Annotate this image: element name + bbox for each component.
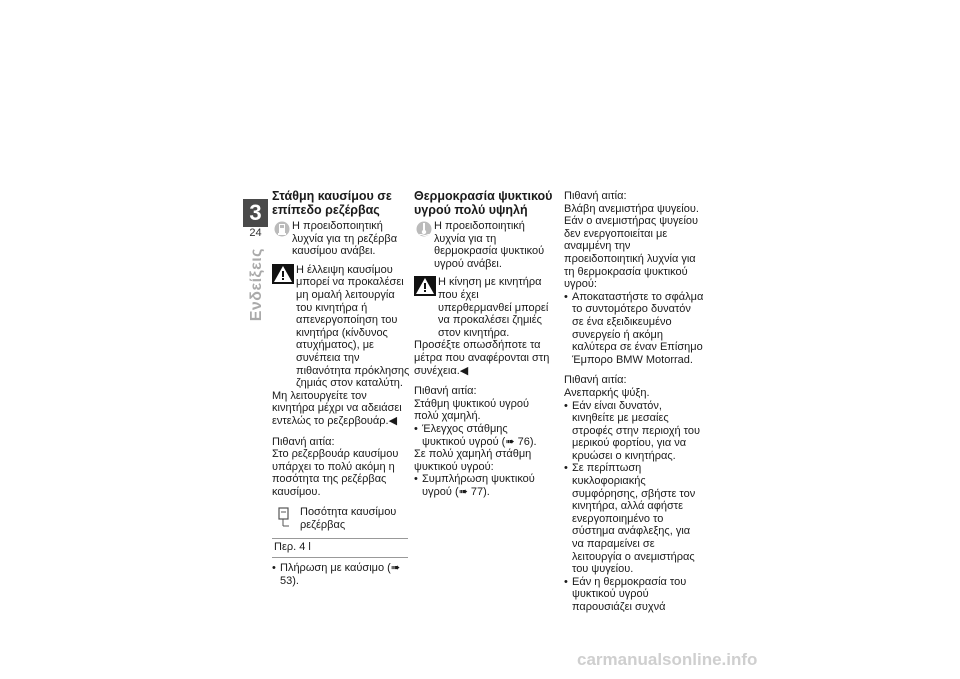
bullet-repair: • Αποκαταστήστε το σφάλμα το συντομότερο δυνατόν σε ένα εξειδικευμένο συνεργείο ή ακόμη καλύτερα σε έναν Επίσημο Έμπορο BMW Motorrad. xyxy=(564,291,704,367)
indicator-text: Η προειδοποιητική λυχνία για τη ρεζέρβα καυσίμου ανάβει. xyxy=(292,220,398,258)
bullet-frequent-temp: • Εάν η θερμοκρασία του ψυκτικού υγρού παρουσιάζει συχνά xyxy=(564,576,704,614)
coolant-temp-lamp-icon xyxy=(415,220,433,240)
column-fuel-reserve xyxy=(272,190,412,587)
bullet-check-coolant: • Έλεγχος στάθμης ψυκτικού υγρού (➠ 76). xyxy=(414,423,554,448)
cause-label: Πιθανή αιτία: xyxy=(272,435,335,448)
spec-value: Περ. 4 l xyxy=(274,541,311,554)
cause1-detail: Εάν ο ανεμιστήρας ψυγείου δεν ενεργοποιείται με αναμμένη την προειδοποιητική λυχνία για τη θερμοκρασία ψυκτικού υγρού: xyxy=(564,215,699,291)
warning-block xyxy=(414,276,554,339)
advice-text: Μη λειτουργείτε τον κινητήρα μέχρι να αδειάσει εντελώς το ρεζερβουάρ.◀ xyxy=(272,389,402,427)
indicator-block xyxy=(272,220,412,258)
section-heading-coolant-temp: Θερμοκρασία ψυκτικού υγρού πολύ υψηλή xyxy=(414,189,553,217)
mid-text: Σε πολύ χαμηλή στάθμη ψυκτικού υγρού: xyxy=(414,448,532,473)
cause-text: Στάθμη ψυκτικού υγρού πολύ χαμηλή. xyxy=(414,397,530,423)
column-coolant-temp xyxy=(414,190,554,498)
spec-label: Ποσότητα καυσίμου ρεζέρβας xyxy=(300,506,397,532)
cause-label: Πιθανή αιτία: xyxy=(414,385,477,398)
chapter-number-tab: 3 xyxy=(243,199,268,227)
cause1-label: Πιθανή αιτία: xyxy=(564,190,627,202)
cause-text: Στο ρεζερβουάρ καυσίμου υπάρχει το πολύ ακόμη η ποσότητα της ρεζέρβας καυσίμου. xyxy=(272,448,399,498)
warning-text: Η έλλειψη καυσίμου μπορεί να προκαλέσει μη ομαλή λειτουργία του κινητήρα ή απενεργοποίηση του κινητήρα (κίνδυνος ατυχήματος), με συνέπεια την πιθανότητα πρόκλησης ζημιάς στον καταλύτη. xyxy=(296,263,410,390)
indicator-text: Η προειδοποιητική λυχνία για τη θερμοκρασία ψυκτικού υγρού ανάβει. xyxy=(434,220,545,270)
cause1-text: Βλάβη ανεμιστήρα ψυγείου. xyxy=(564,202,699,215)
bullet-refuel: • Πλήρωση με καύσιμο (➠ 53). xyxy=(272,562,412,587)
page-number: 24 xyxy=(249,227,262,239)
bullet-medium-rpm: • Εάν είναι δυνατόν, κινηθείτε με μεσαίες στροφές στην περιοχή του μερικού φορτίου, για να κρυώσει ο κινητήρας. xyxy=(564,400,704,463)
bullet-traffic-jam: • Σε περίπτωση κυκλοφοριακής συμφόρησης, σβήστε τον κινητήρα, αλλά αφήστε ενεργοποιημένο το σύστημα ανάφλεξης, για να παραμείνει σε λειτουργία ο ανεμιστήρας του ψυγείου. xyxy=(564,462,704,575)
fuel-can-icon xyxy=(276,506,294,528)
chapter-side-title: Ενδείξεις xyxy=(248,248,265,322)
warning-triangle-icon xyxy=(272,264,294,284)
section-heading-fuel-reserve: Στάθμη καυσίμου σε επίπεδο ρεζέρβας xyxy=(272,189,392,217)
watermark: carmanualsonline.info xyxy=(577,650,758,669)
bullet-topup-coolant: • Συμπλήρωση ψυκτικού υγρού (➠ 77). xyxy=(414,473,554,498)
advice-text: Προσέξτε οπωσδήποτε τα μέτρα που αναφέρονται στη συνέχεια.◀ xyxy=(414,339,550,377)
spec-header xyxy=(272,506,408,539)
cause2-label: Πιθανή αιτία: xyxy=(564,374,627,387)
column-coolant-causes xyxy=(564,190,704,614)
warning-triangle-icon xyxy=(414,276,436,296)
indicator-block xyxy=(414,220,554,270)
warning-block xyxy=(272,264,412,390)
cause2-text: Ανεπαρκής ψύξη. xyxy=(564,386,650,399)
warning-text: Η κίνηση με κινητήρα που έχει υπερθερμανθεί μπορεί να προκαλέσει ζημιές στον κινητήρα. xyxy=(438,276,549,339)
spec-table xyxy=(272,506,408,558)
fuel-indicator-lamp-icon xyxy=(273,220,291,240)
